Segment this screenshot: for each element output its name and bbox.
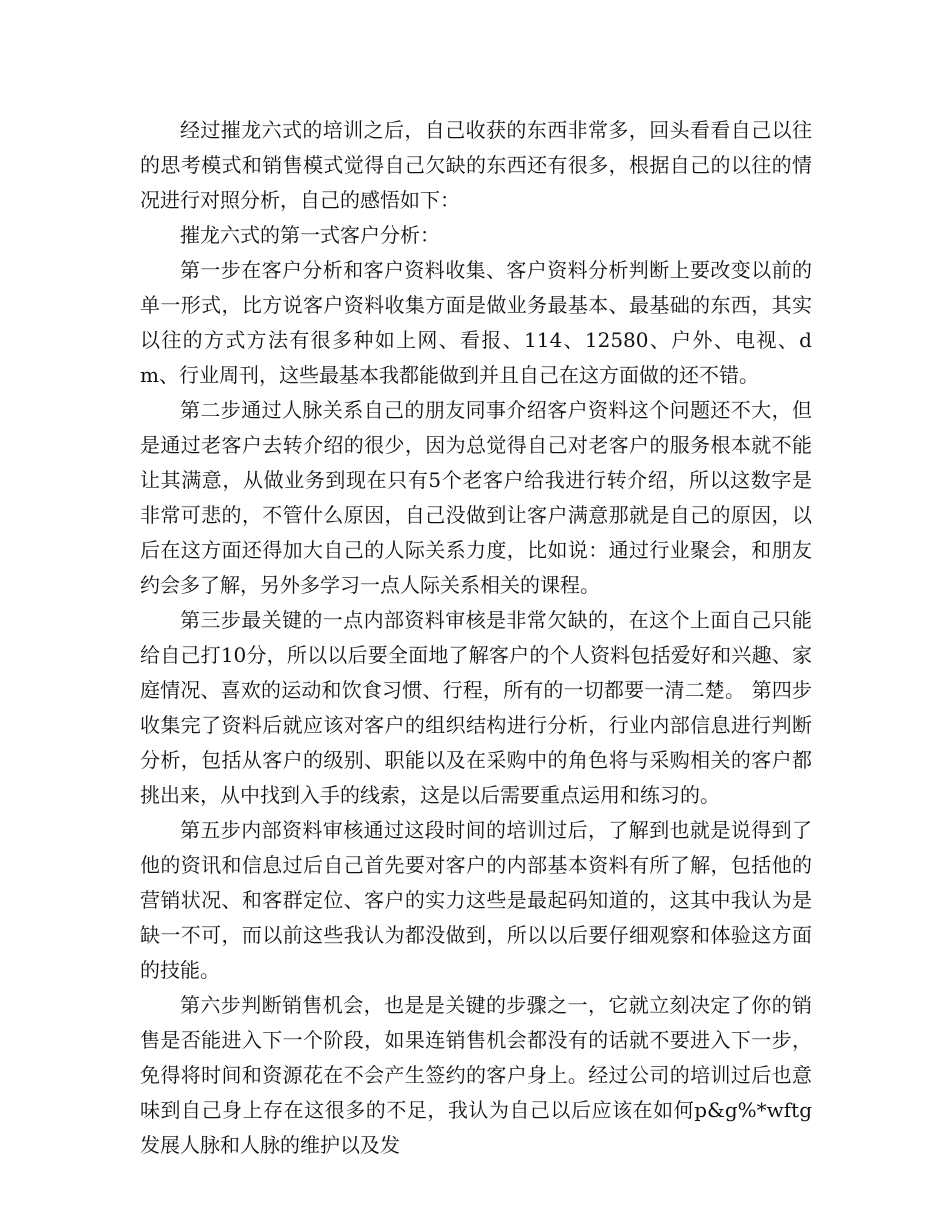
document-body [140,113,812,1163]
paragraph-step-5: 第五步内部资料审核通过这段时间的培训过后，了解到也就是说得到了他的资讯和信息过后自己首先要对客户的内部基本资料有所了解，包括他的营销状况、和客群定位、客户的实力这些是最起码知道的，这其中我认为是缺一不可，而以前这些我认为都没做到，所以以后要仔细观察和体验这方面的技能。 [140,818,812,982]
paragraph-step-2: 第二步通过人脉关系自己的朋友同事介绍客户资料这个问题还不大，但是通过老客户去转介绍的很少，因为总觉得自己对老客户的服务根本就不能让其满意，从做业务到现在只有5个老客户给我进行转介绍，所以这数字是非常可悲的，不管什么原因，自己没做到让客户满意那就是自己的原因，以后在这方面还得加大自己的人际关系力度，比如说：通过行业聚会，和朋友约会多了解，另外多学习一点人际关系相关的课程。 [140,398,812,597]
paragraph-section-heading: 摧龙六式的第一式客户分析： [180,223,440,247]
paragraph-step-6: 第六步判断销售机会，也是是关键的步骤之一，它就立刻决定了你的销售是否能进入下一个阶段，如果连销售机会都没有的话就不要进入下一步，免得将时间和资源花在不会产生签约的客户身上。经过公司的培训过后也意味到自己身上存在这很多的不足，我认为自己以后应该在如何p&g%*wftg发展人脉和人脉的维护以及发 [140,993,812,1157]
paragraph-step-3-4: 第三步最关键的一点内部资料审核是非常欠缺的，在这个上面自己只能给自己打10分，所以以后要全面地了解客户的个人资料包括爱好和兴趣、家庭情况、喜欢的运动和饮食习惯、行程，所有的一切都要一清二楚。 第四步收集完了资料后就应该对客户的组织结构进行分析，行业内部信息进行判断分析，包括从客户的级别、职能以及在采购中的角色将与采购相关的客户都挑出来，从中找到入手的线索，这是以后需要重点运用和练习的。 [140,608,812,807]
paragraph-intro: 经过摧龙六式的培训之后，自己收获的东西非常多，回头看看自己以往的思考模式和销售模式觉得自己欠缺的东西还有很多，根据自己的以往的情况进行对照分析，自己的感悟如下： [140,118,812,212]
paragraph-step-1: 第一步在客户分析和客户资料收集、客户资料分析判断上要改变以前的单一形式，比方说客户资料收集方面是做业务最基本、最基础的东西，其实以往的方式方法有很多种如上网、看报、114、12580、户外、电视、dm、行业周刊，这些最基本我都能做到并且自己在这方面做的还不错。 [140,258,812,387]
